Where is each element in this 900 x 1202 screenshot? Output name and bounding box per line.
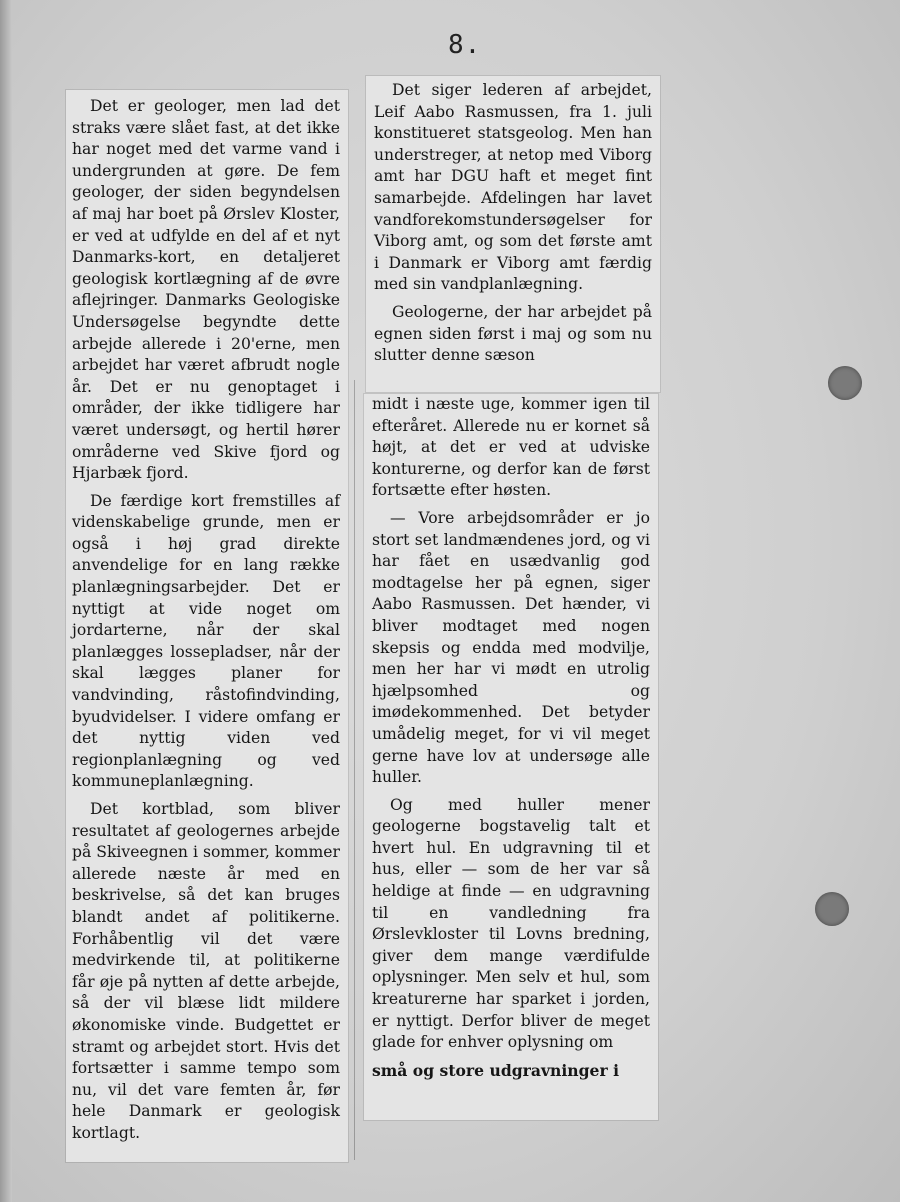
paragraph: Det kortblad, som bliver resultatet af geologernes arbejde på Skiveegnen i sommer, kommer allerede næste år med en beskrivelse, så det kan bruges blandt andet af politikerne. Forhåbentlig vil det være medvirkende til, at politikerne får øje på nytten af dette arbejde, så der vil blæse lidt mildere økonomiske vinde. Budgettet er stramt og arbejdet stort. Hvis det fortsætter i samme tempo som nu, vil det vare femten år, før hele Danmark er geologisk kortlagt. [72,800,340,1142]
punch-hole-bottom [815,892,849,926]
paragraph: midt i næste uge, kommer igen til efteråret. Allerede nu er kornet så højt, at det er ved at udviske konturerne, og derfor kan de først fortsætte efter høsten. [372,395,650,500]
clipping-seam [354,380,355,1160]
article-column-right-top [366,76,660,392]
paragraph: De færdige kort fremstilles af videnskabelige grunde, men er også i høj grad direkte anvendelige for en lang række planlægningsarbejder. Det er nyttigt at vide noget om jordarterne, når der skal planlægges lossepladser, når der skal lægges planer for vandvinding, råstofindvinding, byudvidelser. I videre omfang er det nyttig viden ved regionplanlægning og ved kommuneplanlægning. [72,491,340,791]
paragraph: Og med huller mener geologerne bogstavelig talt et hvert hul. En udgravning til et hus, eller — som de her var så heldige at finde — en udgravning til en vandledning fra Ørslevkloster til Lovns bredning, giver dem mange værdifulde oplysninger. Men selv et hul, som kreaturerne har sparket i jorden, er nyttigt. Derfor bliver de meget glade for enhver oplysning om [372,795,650,1052]
paragraph: Geologerne, der har arbejdet på egnen siden først i maj og som nu slutter denne sæson [374,302,652,365]
page-edge-shadow [0,0,12,1202]
paragraph: — Vore arbejdsområder er jo stort set landmændenes jord, og vi har fået en usædvanlig god modtagelse her på egnen, siger Aabo Rasmussen. Det hænder, vi bliver modtaget med nogen skepsis og endda med modvilje, men her har vi mødt en utrolig hjælpsomhed og imødekommenhed. Det betyder umådelig meget, for vi vil meget gerne have lov at undersøge alle huller. [372,508,650,787]
paragraph: Det er geologer, men lad det straks være slået fast, at det ikke har noget med det varme vand i undergrunden at gøre. De fem geologer, der siden begyndelsen af maj har boet på Ørslev Kloster, er ved at udfylde en del af et nyt Danmarks-kort, en detaljeret geologisk kortlægning af de øvre aflejringer. Danmarks Geologiske Undersøgelse begyndte dette arbejde allerede i 20'erne, men arbejdet har været afbrudt nogle år. Det er nu genoptaget i områder, der ikke tidligere har været undersøgt, og hertil hører områderne ved Skive fjord og Hjarbæk fjord. [72,97,340,483]
article-column-left [66,90,348,1162]
article-column-right-bottom [364,394,658,1120]
paragraph-final-line: små og store udgravninger i [372,1060,620,1080]
page-number: 8. [448,30,482,60]
paragraph: Det siger lederen af arbejdet, Leif Aabo Rasmussen, fra 1. juli konstitueret statsgeolog. Men han understreger, at netop med Viborg amt har DGU haft et meget fint samarbejde. Afdelingen har lavet vandforekomstundersøgelser for Viborg amt, og som det første amt i Danmark er Viborg amt færdig med sin vandplanlægning. [374,81,652,294]
punch-hole-top [828,366,862,400]
